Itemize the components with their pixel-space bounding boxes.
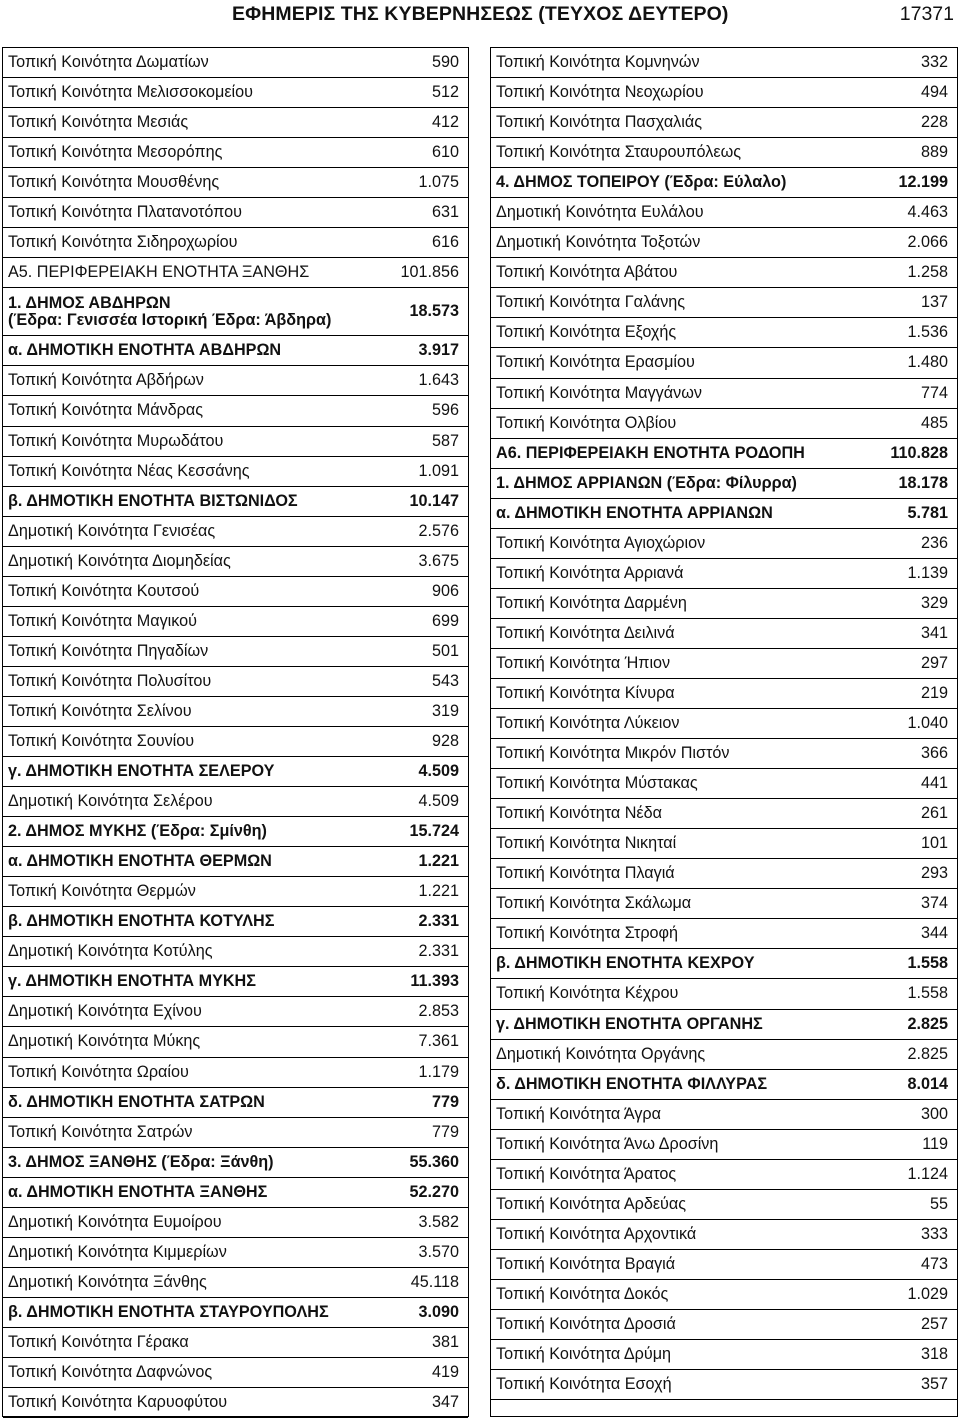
row-name: Δημοτική Κοινότητα Γενισέας [8, 521, 216, 540]
table-row [491, 499, 957, 529]
row-name: Τοπική Κοινότητα Άρατος [496, 1164, 677, 1183]
table-row [3, 336, 468, 366]
table-row [3, 607, 468, 637]
table-row [3, 487, 468, 517]
table-row [491, 589, 957, 619]
table-row [491, 1280, 957, 1310]
row-name: 2. ΔΗΜΟΣ ΜΥΚΗΣ (Έδρα: Σμίνθη) [8, 822, 267, 841]
table-row [491, 649, 957, 679]
row-value: 333 [920, 1224, 948, 1243]
row-name: Τοπική Κοινότητα Ερασμίου [496, 353, 695, 372]
row-name: β. ΔΗΜΟΤΙΚΗ ΕΝΟΤΗΤΑ ΒΙΣΤΩΝΙΔΟΣ [8, 491, 298, 510]
row-name: 3. ΔΗΜΟΣ ΞΑΝΘΗΣ (Έδρα: Ξάνθη) [8, 1152, 274, 1171]
table-row [3, 1298, 468, 1328]
row-name: Τοπική Κοινότητα Αβδήρων [8, 371, 204, 390]
row-name: Τοπική Κοινότητα Δαφνώνος [8, 1362, 213, 1381]
table-row [491, 949, 957, 979]
table-row [3, 877, 468, 907]
table-row [491, 228, 957, 258]
row-value: 332 [920, 53, 948, 72]
table-row [3, 1208, 468, 1238]
row-name: Τοπική Κοινότητα Μαγικού [8, 611, 198, 630]
table-row [3, 667, 468, 697]
row-name-line: (Έδρα: Γενισσέα Ιστορική Έδρα: Άβδηρα) [8, 310, 332, 329]
table-row [3, 168, 468, 198]
row-value: 1.029 [907, 1284, 948, 1303]
row-name: Τοπική Κοινότητα Στροφή [496, 924, 679, 943]
row-name: Τοπική Κοινότητα Σατρών [8, 1122, 193, 1141]
row-name: Τοπική Κοινότητα Πηγαδίων [8, 641, 209, 660]
row-value: 1.124 [907, 1164, 948, 1183]
row-name: Τοπική Κοινότητα Μελισσοκομείου [8, 83, 253, 102]
row-name: Τοπική Κοινότητα Μυρωδάτου [8, 431, 224, 450]
row-value: 512 [431, 83, 459, 102]
row-value: 1.558 [907, 984, 948, 1003]
table-row [491, 138, 957, 168]
table-row [491, 318, 957, 348]
table-row [3, 457, 468, 487]
table-row [491, 559, 957, 589]
row-name: Α5. ΠΕΡΙΦΕΡΕΙΑΚΗ ΕΝΟΤΗΤΑ ΞΑΝΘΗΣ [8, 263, 310, 282]
row-value: 2.825 [907, 1014, 948, 1033]
row-value: 12.199 [898, 173, 948, 192]
row-value: 101.856 [400, 263, 459, 282]
row-value: 4.463 [907, 203, 948, 222]
table-row [491, 1190, 957, 1220]
table-row [3, 727, 468, 757]
table-row [3, 1178, 468, 1208]
row-name: Τοπική Κοινότητα Μεσορόπης [8, 143, 223, 162]
row-name: δ. ΔΗΜΟΤΙΚΗ ΕΝΟΤΗΤΑ ΦΙΛΛΥΡΑΣ [496, 1074, 768, 1093]
row-value: 261 [920, 804, 948, 823]
row-value: 293 [920, 864, 948, 883]
row-name: Τοπική Κοινότητα Δαρμένη [496, 593, 687, 612]
row-value: 1.075 [418, 173, 459, 192]
row-value: 15.724 [409, 822, 459, 841]
row-value: 1.091 [418, 461, 459, 480]
row-name: Τοπική Κοινότητα Σιδηροχωρίου [8, 233, 238, 252]
row-name: Τοπική Κοινότητα Σταυρουπόλεως [496, 143, 742, 162]
table-row [3, 1238, 468, 1268]
row-value: 137 [920, 293, 948, 312]
row-value: 10.147 [409, 491, 459, 510]
row-name: 4. ΔΗΜΟΣ ΤΟΠΕΙΡΟΥ (Έδρα: Εύλαλο) [496, 173, 787, 192]
gazette-title: ΕΦΗΜΕΡΙΣ ΤΗΣ ΚΥΒΕΡΝΗΣΕΩΣ (ΤΕΥΧΟΣ ΔΕΥΤΕΡΟ) [232, 3, 729, 25]
row-name: Τοπική Κοινότητα Δωματίων [8, 53, 209, 72]
table-row [3, 78, 468, 108]
row-name: Τοπική Κοινότητα Νεοχωρίου [496, 83, 704, 102]
row-name: Τοπική Κοινότητα Θερμών [8, 882, 196, 901]
row-value: 55 [929, 1194, 948, 1213]
row-value: 596 [431, 401, 459, 420]
row-name: Τοπική Κοινότητα Μαγγάνων [496, 383, 702, 402]
row-value: 357 [920, 1375, 948, 1394]
row-name: Τοπική Κοινότητα Πλατανοτόπου [8, 203, 242, 222]
row-name: Τοπική Κοινότητα Νικηταί [496, 834, 677, 853]
row-value: 374 [920, 894, 948, 913]
table-row [3, 637, 468, 667]
row-value: 257 [920, 1314, 948, 1333]
row-name: γ. ΔΗΜΟΤΙΚΗ ΕΝΟΤΗΤΑ ΜΥΚΗΣ [8, 972, 256, 991]
table-row [3, 1388, 468, 1418]
row-name-line: 1. ΔΗΜΟΣ ΑΒΔΗΡΩΝ [8, 293, 171, 312]
row-name: Τοπική Κοινότητα Σκάλωμα [496, 894, 692, 913]
page-header [0, 0, 960, 30]
row-value: 473 [920, 1254, 948, 1273]
row-name: Δημοτική Κοινότητα Κοτύλης [8, 942, 213, 961]
table-row [491, 1010, 957, 1040]
table-row [3, 997, 468, 1027]
row-value: 1.643 [418, 371, 459, 390]
table-row [3, 1328, 468, 1358]
row-value: 2.331 [418, 912, 459, 931]
row-value: 7.361 [418, 1032, 459, 1051]
row-value: 1.536 [907, 323, 948, 342]
row-name: Τοπική Κοινότητα Ολβίου [496, 413, 677, 432]
row-value: 11.393 [410, 972, 459, 991]
table-row [3, 787, 468, 817]
row-value: 381 [431, 1332, 459, 1351]
table-row [3, 937, 468, 967]
table-row [3, 198, 468, 228]
row-name: Δημοτική Κοινότητα Μύκης [8, 1032, 201, 1051]
row-name: Τοπική Κοινότητα Δοκός [496, 1284, 669, 1303]
row-value: 366 [920, 744, 948, 763]
row-value: 1.139 [907, 563, 948, 582]
row-value: 3.917 [418, 341, 459, 360]
row-value: 18.573 [409, 302, 459, 321]
table-row [491, 469, 957, 499]
row-value: 616 [431, 233, 459, 252]
table-row [3, 907, 468, 937]
row-name: Τοπική Κοινότητα Πασχαλιάς [496, 113, 703, 132]
table-row [3, 138, 468, 168]
row-name: Τοπική Κοινότητα Σουνίου [8, 732, 195, 750]
table-row [491, 198, 957, 228]
row-value: 347 [431, 1393, 459, 1412]
table-row [491, 1160, 957, 1190]
table-row [491, 1130, 957, 1160]
row-name: Α6. ΠΕΡΙΦΕΡΕΙΑΚΗ ΕΝΟΤΗΤΑ ΡΟΔΟΠΗ [496, 443, 805, 462]
row-value: 318 [920, 1345, 948, 1364]
table-row [491, 769, 957, 799]
table-row [3, 366, 468, 396]
row-value: 587 [431, 431, 459, 450]
row-name: Τοπική Κοινότητα Κέχρου [496, 984, 679, 1003]
row-name: Δημοτική Κοινότητα Τοξοτών [496, 233, 701, 252]
table-row [491, 979, 957, 1009]
row-name: Τοπική Κοινότητα Νέας Κεσσάνης [8, 461, 250, 480]
right-table-rows [491, 48, 957, 1400]
row-name: Τοπική Κοινότητα Ωραίου [8, 1062, 189, 1081]
row-name: γ. ΔΗΜΟΤΙΚΗ ΕΝΟΤΗΤΑ ΟΡΓΑΝΗΣ [496, 1014, 763, 1033]
row-value: 4.509 [418, 792, 459, 811]
left-table [2, 47, 469, 1417]
table-row [491, 288, 957, 318]
row-value: 2.853 [418, 1002, 459, 1021]
row-name: Τοπική Κοινότητα Βραγιά [496, 1254, 676, 1273]
row-value: 297 [920, 653, 948, 672]
row-name: Τοπική Κοινότητα Σελίνου [8, 701, 192, 720]
table-row [491, 258, 957, 288]
table-row [3, 258, 468, 288]
row-name: Τοπική Κοινότητα Κομνηνών [496, 53, 700, 72]
row-name: Δημοτική Κοινότητα Οργάνης [496, 1044, 706, 1063]
row-value: 1.040 [907, 714, 948, 733]
table-row [3, 967, 468, 997]
row-value: 2.066 [907, 233, 948, 252]
row-value: 3.582 [418, 1212, 459, 1231]
row-name: Τοπική Κοινότητα Δειλινά [496, 623, 675, 642]
row-name: Τοπική Κοινότητα Λύκειον [496, 714, 680, 733]
row-name: 1. ΔΗΜΟΣ ΑΡΡΙΑΝΩΝ (Έδρα: Φίλυρρα) [496, 473, 797, 492]
table-row [491, 739, 957, 769]
table-row [491, 1310, 957, 1340]
row-name: δ. ΔΗΜΟΤΙΚΗ ΕΝΟΤΗΤΑ ΣΑΤΡΩΝ [8, 1092, 265, 1111]
row-name: Δημοτική Κοινότητα Εχίνου [8, 1002, 202, 1021]
row-value: 110.828 [890, 443, 948, 462]
row-value: 928 [431, 732, 459, 750]
row-name: Τοπική Κοινότητα Αρριανά [496, 563, 684, 582]
table-row [3, 228, 468, 258]
row-value: 236 [920, 533, 948, 552]
row-name: β. ΔΗΜΟΤΙΚΗ ΕΝΟΤΗΤΑ ΚΕΧΡΟΥ [496, 954, 755, 973]
row-name: Τοπική Κοινότητα Πολυσίτου [8, 671, 212, 690]
row-name: Τοπική Κοινότητα Αβάτου [496, 263, 678, 282]
table-row [491, 1250, 957, 1280]
row-name: β. ΔΗΜΟΤΙΚΗ ΕΝΟΤΗΤΑ ΣΤΑΥΡΟΥΠΟΛΗΣ [8, 1302, 329, 1321]
row-value: 494 [920, 83, 948, 102]
table-row [3, 1058, 468, 1088]
table-row [491, 889, 957, 919]
row-value: 2.331 [418, 942, 459, 961]
row-value: 101 [920, 834, 948, 853]
table-row [3, 1118, 468, 1148]
row-value: 228 [920, 113, 948, 132]
row-value: 341 [920, 623, 948, 642]
table-row [3, 547, 468, 577]
table-row [3, 288, 468, 336]
row-value: 1.221 [418, 882, 459, 901]
row-name: α. ΔΗΜΟΤΙΚΗ ΕΝΟΤΗΤΑ ΞΑΝΘΗΣ [8, 1182, 268, 1201]
table-row [3, 108, 468, 138]
row-value: 52.270 [409, 1182, 459, 1201]
table-row [491, 619, 957, 649]
row-name: Δημοτική Κοινότητα Ξάνθης [8, 1272, 207, 1291]
row-name: Τοπική Κοινότητα Γαλάνης [496, 293, 686, 312]
table-row [3, 1148, 468, 1178]
table-row [491, 439, 957, 469]
row-value: 779 [431, 1122, 459, 1141]
left-table-rows [3, 48, 468, 1418]
row-value: 344 [920, 924, 948, 943]
row-value: 631 [431, 203, 459, 222]
row-value: 119 [922, 1134, 948, 1153]
row-value: 412 [431, 113, 459, 132]
table-row [491, 1220, 957, 1250]
row-value: 2.825 [907, 1044, 948, 1063]
row-value: 1.480 [907, 353, 948, 372]
table-row [3, 427, 468, 457]
table-row [491, 1100, 957, 1130]
table-row [491, 679, 957, 709]
row-value: 3.675 [418, 551, 459, 570]
table-row [3, 757, 468, 787]
row-name: Τοπική Κοινότητα Δροσιά [496, 1314, 676, 1333]
row-name: Τοπική Κοινότητα Εσοχή [496, 1375, 672, 1394]
table-row [3, 577, 468, 607]
table-row [3, 48, 468, 78]
table-row [491, 1070, 957, 1100]
row-value: 18.178 [898, 473, 948, 492]
row-value: 1.221 [418, 852, 459, 871]
row-name: Τοπική Κοινότητα Κίνυρα [496, 684, 675, 702]
row-name: γ. ΔΗΜΟΤΙΚΗ ΕΝΟΤΗΤΑ ΣΕΛΕΡΟΥ [8, 762, 275, 781]
row-name: Τοπική Κοινότητα Ήπιον [496, 653, 671, 672]
row-name: Τοπική Κοινότητα Εξοχής [496, 323, 677, 342]
row-value: 8.014 [907, 1074, 948, 1093]
row-name: β. ΔΗΜΟΤΙΚΗ ΕΝΟΤΗΤΑ ΚΟΤΥΛΗΣ [8, 912, 275, 931]
row-name: Τοπική Κοινότητα Μεσιάς [8, 113, 189, 132]
table-row [3, 1358, 468, 1388]
row-name: Τοπική Κοινότητα Μουσθένης [8, 173, 220, 192]
row-name [8, 288, 331, 335]
table-row [491, 48, 957, 78]
table-row [3, 1268, 468, 1298]
row-name: Τοπική Κοινότητα Κουτσού [8, 581, 200, 600]
row-value: 419 [431, 1362, 459, 1381]
row-value: 1.558 [907, 954, 948, 973]
table-row [491, 829, 957, 859]
row-name: Τοπική Κοινότητα Καρυοφύτου [8, 1393, 228, 1412]
table-row [491, 799, 957, 829]
row-value: 889 [920, 143, 948, 162]
table-row [491, 1040, 957, 1070]
row-name: Δημοτική Κοινότητα Διομηδείας [8, 551, 231, 570]
table-row [3, 1027, 468, 1057]
row-value: 5.781 [907, 503, 948, 522]
row-name: Τοπική Κοινότητα Άγρα [496, 1104, 662, 1123]
page-number: 17371 [899, 3, 954, 25]
row-value: 441 [920, 774, 948, 793]
row-value: 906 [431, 581, 459, 600]
row-value: 2.576 [418, 521, 459, 540]
row-name: Τοπική Κοινότητα Πλαγιά [496, 864, 675, 883]
table-row [3, 517, 468, 547]
row-value: 319 [431, 701, 459, 720]
row-name: Τοπική Κοινότητα Δρύμη [496, 1345, 672, 1364]
table-row [491, 529, 957, 559]
table-row [491, 348, 957, 378]
row-name: Τοπική Κοινότητα Αγιοχώριον [496, 533, 706, 552]
table-row [491, 1370, 957, 1400]
row-value: 610 [431, 143, 459, 162]
row-value: 55.360 [409, 1152, 459, 1171]
row-value: 779 [431, 1092, 459, 1111]
row-name: Τοπική Κοινότητα Αρδεύας [496, 1194, 687, 1213]
table-row [491, 709, 957, 739]
row-value: 4.509 [418, 762, 459, 781]
table-row [491, 919, 957, 949]
row-name: Δημοτική Κοινότητα Κιμμερίων [8, 1242, 227, 1261]
row-value: 543 [431, 671, 459, 690]
row-name: Δημοτική Κοινότητα Ευλάλου [496, 203, 704, 222]
table-row [491, 1340, 957, 1370]
row-name: α. ΔΗΜΟΤΙΚΗ ΕΝΟΤΗΤΑ ΘΕΡΜΩΝ [8, 852, 272, 871]
row-name: α. ΔΗΜΟΤΙΚΗ ΕΝΟΤΗΤΑ ΑΒΔΗΡΩΝ [8, 341, 282, 360]
table-row [3, 697, 468, 727]
table-row [491, 379, 957, 409]
row-value: 300 [920, 1104, 948, 1123]
row-name: Δημοτική Κοινότητα Σελέρου [8, 792, 213, 811]
table-row [3, 396, 468, 426]
table-row [3, 817, 468, 847]
row-value: 329 [920, 593, 948, 612]
row-value: 485 [920, 413, 948, 432]
table-row [491, 409, 957, 439]
table-row [3, 847, 468, 877]
row-name: Τοπική Κοινότητα Μάνδρας [8, 401, 204, 420]
table-row [491, 859, 957, 889]
row-value: 1.258 [907, 263, 948, 282]
row-value: 590 [431, 53, 459, 72]
row-value: 45.118 [410, 1272, 459, 1291]
row-value: 1.179 [418, 1062, 459, 1081]
table-row [491, 108, 957, 138]
row-value: 3.570 [418, 1242, 459, 1261]
row-name: Τοπική Κοινότητα Νέδα [496, 804, 662, 823]
row-name: Δημοτική Κοινότητα Ευμοίρου [8, 1212, 222, 1231]
row-name: Τοπική Κοινότητα Μικρόν Πιστόν [496, 744, 730, 763]
row-value: 3.090 [418, 1302, 459, 1321]
row-value: 501 [431, 641, 459, 660]
row-name: Τοπική Κοινότητα Γέρακα [8, 1332, 189, 1351]
row-name: α. ΔΗΜΟΤΙΚΗ ΕΝΟΤΗΤΑ ΑΡΡΙΑΝΩΝ [496, 503, 773, 522]
table-row [491, 78, 957, 108]
row-name: Τοπική Κοινότητα Άνω Δροσίνη [496, 1134, 719, 1153]
row-name: Τοπική Κοινότητα Μύστακας [496, 774, 698, 793]
table-row [491, 168, 957, 198]
row-value: 774 [920, 383, 948, 402]
table-row [3, 1088, 468, 1118]
right-table [490, 47, 958, 1417]
row-value: 219 [920, 684, 948, 702]
row-name: Τοπική Κοινότητα Αρχοντικά [496, 1224, 697, 1243]
row-value: 699 [431, 611, 459, 630]
